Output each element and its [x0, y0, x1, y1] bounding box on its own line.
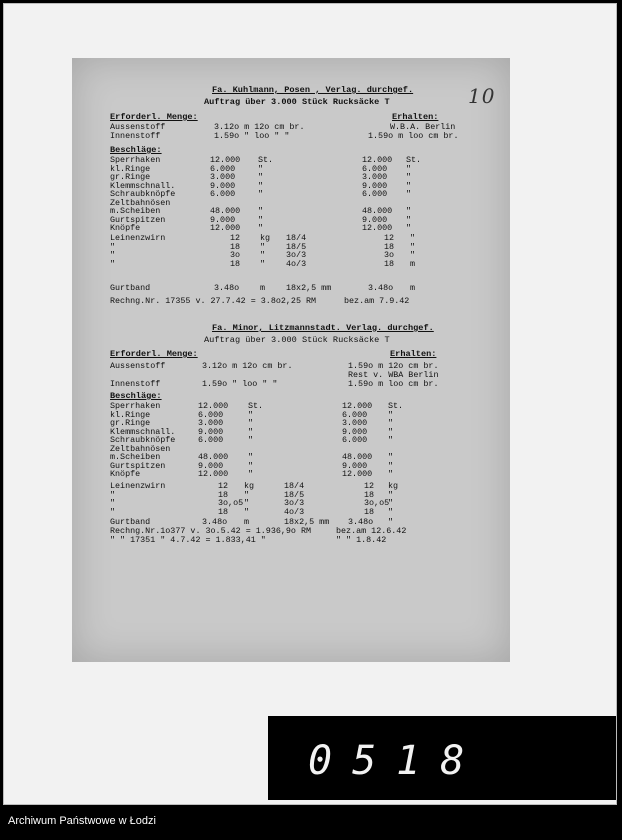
cell-size: 18/5: [286, 241, 307, 252]
order2-mat-row: [72, 362, 510, 371]
cell-runit: ": [388, 498, 394, 508]
cell-qty: 18: [218, 506, 229, 517]
cell-unit: kg: [244, 481, 255, 491]
belt-size: 18x2,5 mm: [284, 517, 330, 527]
cell-recv: 18: [364, 506, 375, 517]
belt-unit: m: [244, 517, 250, 527]
order2-fittings-label: Beschläge:: [110, 391, 162, 401]
order1-fittings-label: Beschläge:: [110, 145, 162, 155]
cell-name: Zeltbahnösen: [110, 197, 171, 208]
invoice-text: Rechng.Nr. 17355 v. 27.7.42 = 3.8o2,25 RM: [110, 296, 317, 306]
cell-unit: ": [258, 163, 264, 174]
belt-runit: m: [410, 283, 416, 293]
cell-name: Knöpfe: [110, 469, 141, 479]
cell-runit: ": [406, 189, 412, 199]
frame-counter: 0518: [308, 738, 485, 784]
belt-name: Gurtband: [110, 517, 151, 527]
cell-name: Leinenzwirn: [110, 481, 166, 491]
cell-recv: 48.000: [342, 452, 373, 462]
cell-qty: 12: [230, 233, 241, 243]
cell-recv: 9.000: [342, 460, 368, 471]
cell-runit: ": [406, 172, 412, 182]
cell-runit: ": [406, 206, 412, 216]
cell-name: kl.Ringe: [110, 409, 151, 420]
cell-recv: 3o,o5: [364, 498, 390, 508]
cell-name: gr.Ringe: [110, 418, 151, 428]
mat-qty: 3.12o m 12o cm br.: [202, 361, 293, 371]
cell-unit: ": [258, 172, 264, 182]
order1-received-label: Erhalten:: [392, 112, 439, 122]
mat-recv: 1.59o m 12o cm br.: [348, 361, 439, 371]
mat-qty: 3.12o m 12o cm br.: [214, 122, 305, 132]
cell-recv: 12.000: [342, 469, 373, 479]
invoice-paid: bez.am 12.6.42: [336, 526, 407, 536]
cell-recv: 6.000: [342, 435, 368, 445]
cell-unit: ": [260, 241, 266, 252]
cell-name: kl.Ringe: [110, 163, 151, 174]
cell-runit: ": [388, 418, 394, 428]
order2-firm: Fa. Minor, Litzmannstadt. Verlag. durchgef.: [212, 323, 434, 333]
cell-unit: kg: [260, 233, 271, 243]
order1-required-label: Erforderl. Menge:: [110, 112, 198, 122]
cell-name: ": [110, 250, 116, 260]
cell-size: 18/4: [284, 481, 305, 491]
invoice-text: Rechng.Nr.1o377 v. 3o.5.42 = 1.936,9o RM: [110, 526, 312, 536]
cell-recv: 18: [364, 489, 375, 500]
order1-belt-row: [72, 284, 510, 293]
belt-qty: 3.48o: [214, 283, 240, 293]
cell-recv: 12: [384, 233, 395, 243]
cell-runit: kg: [388, 481, 399, 491]
cell-unit: ": [248, 469, 254, 479]
cell-name: Sperrhaken: [110, 155, 161, 165]
cell-runit: ": [388, 409, 394, 420]
cell-qty: 12: [218, 481, 229, 491]
cell-qty: 18: [218, 489, 229, 500]
mat-recv: 1.59o m loo cm br.: [368, 131, 459, 141]
order1-subtitle: Auftrag über 3.000 Stück Rucksäcke T: [204, 97, 390, 107]
cell-name: Klemmschnall.: [110, 180, 176, 191]
cell-unit: ": [244, 498, 250, 508]
cell-qty: 3.000: [210, 172, 236, 182]
cell-name: Gurtspitzen: [110, 214, 166, 225]
cell-unit: ": [248, 409, 254, 420]
cell-unit: ": [248, 418, 254, 428]
cell-recv: 12.000: [362, 223, 393, 233]
belt-recv: 3.48o: [348, 517, 374, 527]
cell-name: ": [110, 489, 116, 500]
mat-qty: 1.59o " loo " ": [214, 131, 290, 141]
cell-qty: 48.000: [210, 206, 241, 216]
cell-runit: ": [388, 460, 394, 471]
cell-runit: St.: [388, 401, 404, 411]
cell-name: Klemmschnall.: [110, 426, 176, 437]
cell-qty: 12.000: [210, 155, 241, 165]
cell-runit: ": [388, 469, 394, 479]
cell-name: Schraubknöpfe: [110, 435, 176, 445]
cell-runit: St.: [406, 155, 422, 165]
cell-recv: 18: [384, 241, 395, 252]
cell-recv: 12.000: [342, 401, 373, 411]
cell-qty: 9.000: [198, 460, 224, 471]
cell-name: ": [110, 241, 116, 252]
cell-runit: ": [406, 214, 412, 225]
belt-name: Gurtband: [110, 283, 151, 293]
cell-runit: m: [410, 258, 416, 269]
wba-label: W.B.A. Berlin: [390, 122, 456, 132]
table-row: [72, 260, 510, 269]
mat-recv: Rest v. WBA Berlin: [348, 370, 439, 380]
cell-qty: 6.000: [198, 409, 224, 420]
cell-qty: 9.000: [210, 214, 236, 225]
belt-qty: 3.48o: [202, 517, 228, 527]
cell-name: Zeltbahnösen: [110, 443, 171, 454]
mat-name: Innenstoff: [110, 379, 161, 389]
cell-runit: ": [410, 241, 416, 252]
cell-qty: 9.000: [210, 180, 236, 191]
document-page: [72, 58, 510, 662]
cell-unit: ": [260, 250, 266, 260]
cell-qty: 6.000: [210, 163, 236, 174]
order1-firm: Fa. Kuhlmann, Posen , Verlag. durchgef.: [212, 85, 414, 95]
cell-runit: ": [388, 452, 394, 462]
cell-recv: 3o: [384, 250, 395, 260]
cell-qty: 3o,o5: [218, 498, 244, 508]
order1-invoice-row: [72, 297, 510, 306]
cell-recv: 18: [384, 258, 395, 269]
table-row: [72, 508, 510, 517]
cell-size: 4o/3: [284, 506, 305, 517]
cell-runit: ": [388, 506, 394, 517]
cell-size: 18/5: [284, 489, 305, 500]
cell-name: ": [110, 506, 116, 517]
cell-recv: 3.000: [342, 418, 368, 428]
belt-recv: 3.48o: [368, 283, 394, 293]
cell-unit: ": [258, 214, 264, 225]
invoice-paid: bez.am 7.9.42: [344, 296, 410, 306]
invoice-paid: " " 1.8.42: [336, 535, 387, 545]
cell-name: Sperrhaken: [110, 401, 161, 411]
order1-mat-row: [72, 132, 510, 141]
cell-qty: 12.000: [210, 223, 241, 233]
cell-unit: ": [258, 180, 264, 191]
belt-unit: m: [260, 283, 266, 293]
cell-unit: ": [248, 435, 254, 445]
cell-unit: ": [258, 223, 264, 233]
order2-mat-row: [72, 380, 510, 389]
cell-unit: ": [244, 489, 250, 500]
cell-unit: ": [248, 460, 254, 471]
cell-recv: 9.000: [362, 180, 388, 191]
cell-size: 3o/3: [284, 498, 305, 508]
cell-runit: ": [406, 163, 412, 174]
cell-name: m.Scheiben: [110, 452, 161, 462]
cell-runit: ": [388, 426, 394, 437]
cell-recv: 3.000: [362, 172, 388, 182]
belt-runit: ": [388, 517, 394, 527]
belt-size: 18x2,5 mm: [286, 283, 332, 293]
cell-unit: ": [248, 426, 254, 437]
cell-size: 3o/3: [286, 250, 307, 260]
cell-name: m.Scheiben: [110, 206, 161, 216]
cell-qty: 3o: [230, 250, 241, 260]
cell-recv: 12.000: [362, 155, 393, 165]
cell-qty: 12.000: [198, 401, 229, 411]
cell-qty: 18: [230, 241, 241, 252]
cell-unit: St.: [258, 155, 274, 165]
cell-qty: 3.000: [198, 418, 224, 428]
cell-unit: ": [260, 258, 266, 269]
cell-qty: 48.000: [198, 452, 229, 462]
cell-name: Leinenzwirn: [110, 233, 166, 243]
cell-size: 4o/3: [286, 258, 307, 269]
mat-name: Innenstoff: [110, 131, 161, 141]
cell-qty: 12.000: [198, 469, 229, 479]
cell-runit: ": [410, 233, 416, 243]
order2-invoice-row: [72, 536, 510, 545]
cell-unit: ": [244, 506, 250, 517]
cell-qty: 6.000: [210, 189, 236, 199]
cell-unit: ": [258, 189, 264, 199]
mat-qty: 1.59o " loo " ": [202, 379, 278, 389]
cell-runit: ": [388, 489, 394, 500]
mat-recv: 1.59o m loo cm br.: [348, 379, 439, 389]
cell-recv: 6.000: [342, 409, 368, 420]
cell-runit: ": [406, 223, 412, 233]
cell-recv: 6.000: [362, 163, 388, 174]
cell-unit: St.: [248, 401, 264, 411]
cell-unit: ": [258, 206, 264, 216]
cell-qty: 18: [230, 258, 241, 269]
cell-name: Gurtspitzen: [110, 460, 166, 471]
table-row: [72, 224, 510, 233]
mat-name: Aussenstoff: [110, 122, 166, 132]
mat-name: Aussenstoff: [110, 361, 166, 371]
cell-qty: 9.000: [198, 426, 224, 437]
table-row: [72, 470, 510, 479]
cell-runit: ": [406, 180, 412, 191]
cell-qty: 6.000: [198, 435, 224, 445]
cell-runit: ": [410, 250, 416, 260]
cell-size: 18/4: [286, 233, 307, 243]
archive-credit: Archiwum Państwowe w Łodzi: [8, 815, 156, 827]
invoice-text: " " 17351 " 4.7.42 = 1.833,41 ": [110, 535, 266, 545]
cell-runit: ": [388, 435, 394, 445]
order2-required-label: Erforderl. Menge:: [110, 349, 198, 359]
cell-name: gr.Ringe: [110, 172, 151, 182]
handwritten-folio-number: 10: [468, 84, 496, 108]
order2-subtitle: Auftrag über 3.000 Stück Rucksäcke T: [204, 335, 390, 345]
cell-recv: 12: [364, 481, 375, 491]
cell-recv: 9.000: [342, 426, 368, 437]
cell-unit: ": [248, 452, 254, 462]
cell-name: Knöpfe: [110, 223, 141, 233]
cell-name: ": [110, 498, 116, 508]
order2-received-label: Erhalten:: [390, 349, 437, 359]
cell-recv: 9.000: [362, 214, 388, 225]
cell-name: ": [110, 258, 116, 269]
cell-name: Schraubknöpfe: [110, 189, 176, 199]
cell-recv: 48.000: [362, 206, 393, 216]
cell-recv: 6.000: [362, 189, 388, 199]
